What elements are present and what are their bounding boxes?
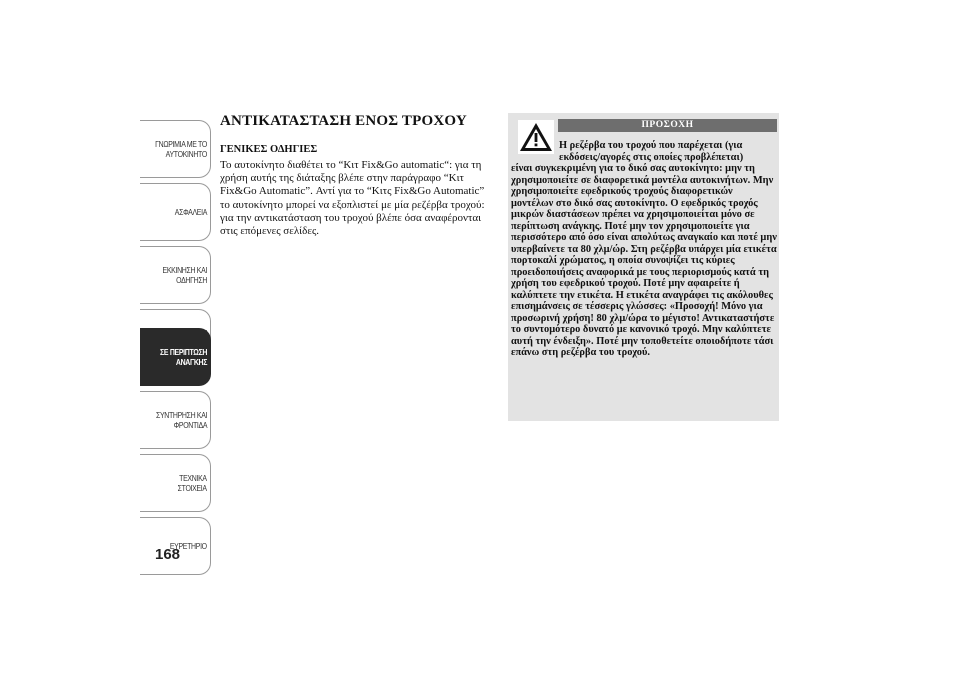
tab-label: ΣΕ ΠΕΡΙΠΤΩΣΗ ΑΝΑΓΚΗΣ [159, 347, 207, 367]
tab-label: ΓΝΩΡΙΜΙΑ ΜΕ ΤΟ ΑΥΤΟΚΙΝΗΤΟ [154, 139, 207, 159]
page-number: 168 [155, 546, 181, 563]
warning-body: είναι συγκεκριμένη για το δικό σας αυτοκίνητο: μην τη χρησιμοποιείτε σε διαφορετικά μοντέλα αυτοκινήτων. Μην χρησιμοποιείτε εφεδρικούς τροχούς διαφορετικών μοντέλων στο δικό σας αυτοκίνητο. Ο εφεδρικός τροχός μικρών διαστάσεων πρέπει να χρησιμοποιείται μόνο σε περίπτωση ανάγκης. Ποτέ μην τον χρησιμοποιείτε για περισσότερο από όσο είναι απολύτως αναγκαίο και ποτέ μην υπερβαίνετε τα 80 χλμ/ώρ. Στη ρεζέρβα υπάρχει μία ετικέτα πορτοκαλί χρώματος, η οποία συνοψίζει τις κύριες προειδοποιήσεις αναφορικά με τους περιορισμούς κατά τη χρήση του εφεδρικού τροχού. Ποτέ μην αφαιρείτε ή καλύπτετε την ετικέτα. Η ετικέτα αναγράφει τις ακόλουθες επισημάνσεις σε τέσσερις γλώσσες: «Προσοχή! Μόνο για προσωρινή χρήση! 80 χλμ/ώρα το μέγιστο! Αντικαταστήστε το συντομότερο δυνατό με κανονικό τροχό. Μην καλύπτετε αυτή την ένδειξη». Ποτέ μην τοποθετείτε οποιοδήποτε τάσι επάνω στη ρεζέρβα του τροχού. [511, 163, 777, 358]
tab-label: ΑΣΦΑΛΕΙΑ [174, 207, 207, 217]
warning-title: ΠΡΟΣΟΧΗ [558, 119, 777, 132]
page-title: ΑΝΤΙΚΑΤΑΣΤΑΣΗ ΕΝΟΣ ΤΡΟΧΟΥ [220, 113, 467, 129]
tab-label: ΕΚΚΙΝΗΣΗ ΚΑΙ ΟΔΗΓΗΣΗ [162, 265, 207, 285]
warning-box [508, 113, 779, 421]
tab-maintenance[interactable] [140, 391, 211, 449]
tab-starting-driving[interactable] [140, 246, 211, 304]
tab-label: ΕΥΡΕΤΗΡΙΟ [169, 541, 207, 551]
tab-label: ΣΥΝΤΗΡΗΣΗ ΚΑΙ ΦΡΟΝΤΙΔΑ [155, 410, 207, 430]
tab-safety[interactable] [140, 183, 211, 241]
body-paragraph: Το αυτοκίνητο διαθέτει το “Κιτ Fix&Go automatic“: για τη χρήση αυτής της διάταξης βλέπε στην παράγραφο “Κιτ Fix&Go Automatic”. Αντί για το “Κιτς Fix&Go Automatic” το αυτοκίνητο μπορεί να εξοπλιστεί με μία ρεζέρβα τροχού: για την αντικατάσταση του τροχού βλέπε όσα αναφέρονται στις επόμενες σελίδες. [220, 159, 485, 238]
tab-getting-to-know[interactable] [140, 120, 211, 178]
warning-lead: Η ρεζέρβα του τροχού που παρέχεται (για εκδόσεις/αγορές στις οποίες προβλέπεται) [559, 140, 744, 163]
warning-text [511, 140, 777, 359]
section-heading: ΓΕΝΙΚΕΣ ΟΔΗΓΙΕΣ [220, 144, 318, 155]
main-content [220, 113, 495, 238]
tab-label: ΤΕΧΝΙΚΑ ΣΤΟΙΧΕΙΑ [177, 473, 207, 493]
tab-technical-data[interactable] [140, 454, 211, 512]
tab-emergency[interactable] [140, 328, 211, 386]
